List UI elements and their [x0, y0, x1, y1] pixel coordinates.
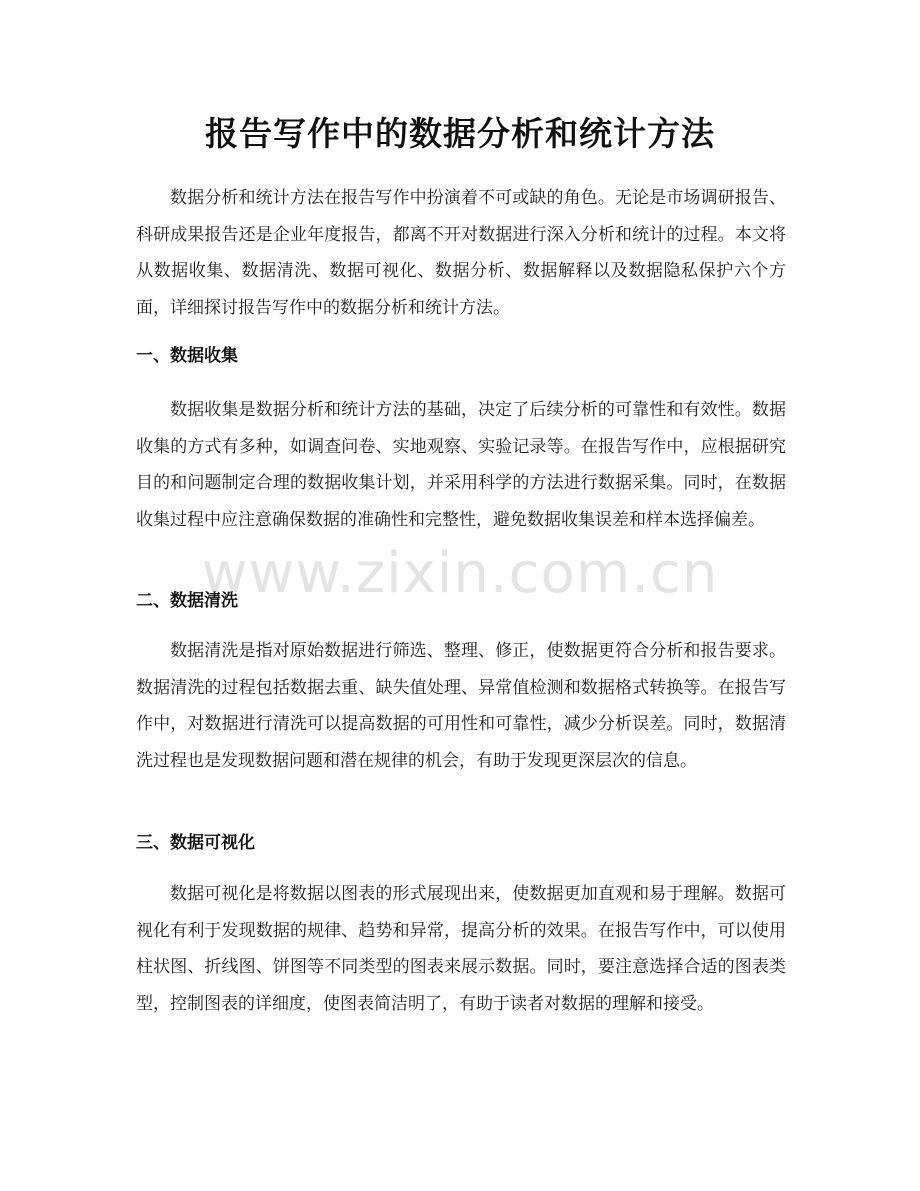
document-title: 报告写作中的数据分析和统计方法 [205, 114, 715, 153]
watermark: www.zixin.com.cn [201, 541, 719, 606]
section-heading-data-visualization: 三、数据可视化 [136, 833, 255, 853]
section-heading-data-collection: 一、数据收集 [136, 346, 238, 366]
section-body-data-collection: 数据收集是数据分析和统计方法的基础，决定了后续分析的可靠性和有效性。数据收集的方式有多种，如调查问卷、实地观察、实验记录等。在报告写作中，应根据研究目的和问题制定合理的数据收集计划，并采用科学的方法进行数据采集。同时，在数据收集过程中应注意确保数据的准确性和完整性，避免数据收集误差和样本选择偏差。 [136, 400, 786, 530]
section-body-data-cleaning: 数据清洗是指对原始数据进行筛选、整理、修正，使数据更符合分析和报告要求。数据清洗的过程包括数据去重、缺失值处理、异常值检测和数据格式转换等。在报告写作中，对数据进行清洗可以提高数据的可用性和可靠性，减少分析误差。同时，数据清洗过程也是发现数据问题和潜在规律的机会，有助于发现更深层次的信息。 [136, 641, 786, 771]
section-body-data-visualization: 数据可视化是将数据以图表的形式展现出来，使数据更加直观和易于理解。数据可视化有利于发现数据的规律、趋势和异常，提高分析的效果。在报告写作中，可以使用柱状图、折线图、饼图等不同类型的图表来展示数据。同时，要注意选择合适的图表类型，控制图表的详细度，使图表简洁明了，有助于读者对数据的理解和接受。 [136, 884, 786, 1014]
section-heading-data-cleaning: 二、数据清洗 [136, 591, 238, 611]
intro-paragraph: 数据分析和统计方法在报告写作中扮演着不可或缺的角色。无论是市场调研报告、科研成果报告还是企业年度报告，都离不开对数据进行深入分析和统计的过程。本文将从数据收集、数据清洗、数据可视化、数据分析、数据解释以及数据隐私保护六个方面，详细探讨报告写作中的数据分析和统计方法。 [136, 188, 786, 318]
